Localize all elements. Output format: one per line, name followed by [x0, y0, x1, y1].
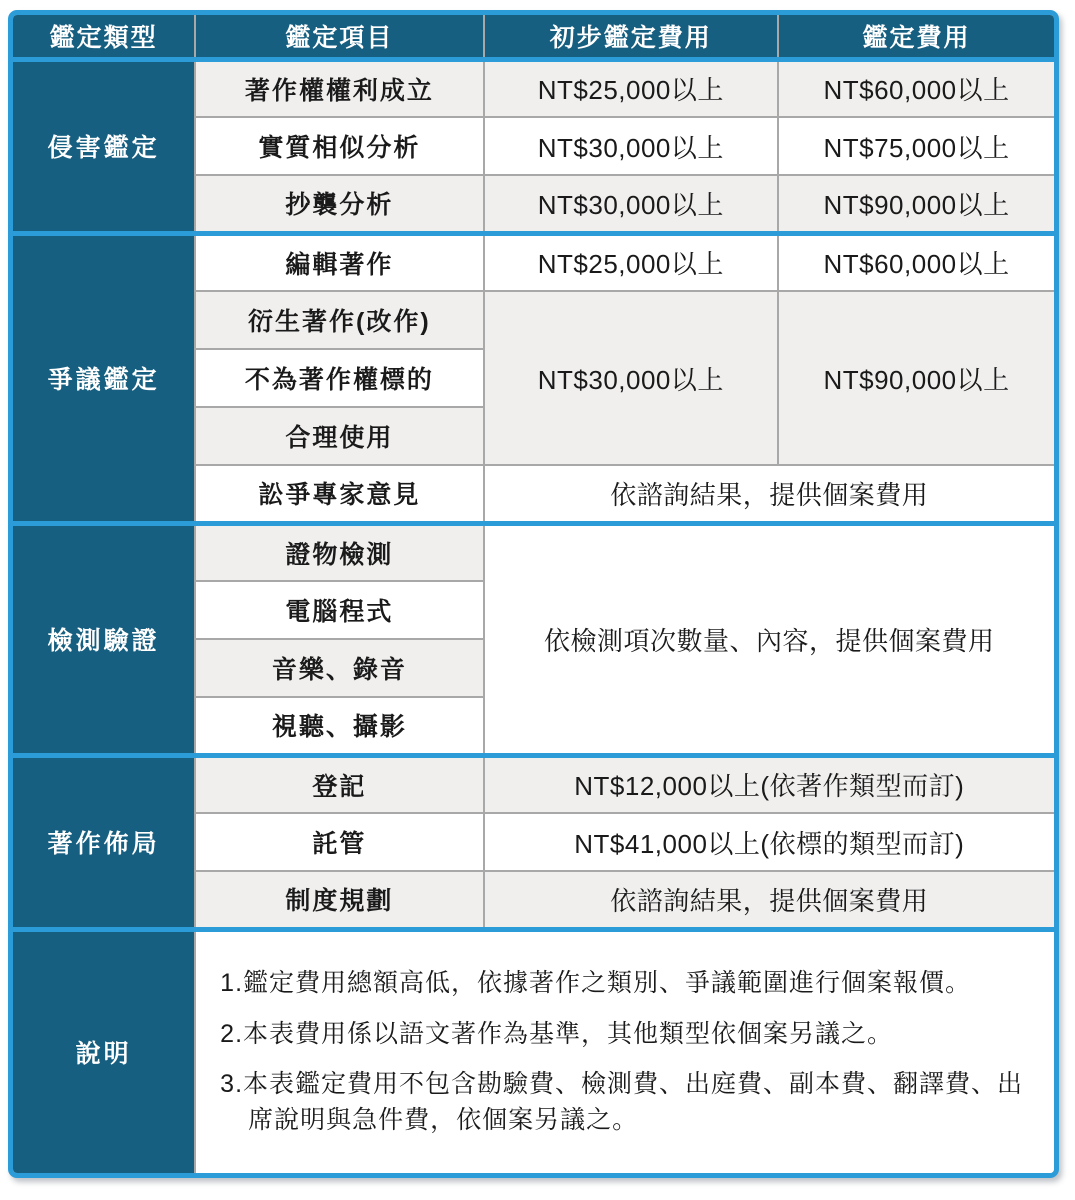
notes-row: [13, 929, 1054, 1173]
col-header-prelim-fee: 初步鑑定費用: [484, 15, 779, 59]
table-row: [13, 233, 1054, 291]
type-cell-infringement: 侵害鑑定: [13, 59, 195, 233]
item-cell: 電腦程式: [195, 581, 483, 639]
item-cell: 證物檢測: [195, 523, 483, 581]
note-line: 3.本表鑑定費用不包含勘驗費、檢測費、出庭費、副本費、翻譯費、出席說明與急件費，依個案另議之。: [220, 1070, 1024, 1134]
fee-cell: NT$60,000以上: [778, 59, 1054, 117]
type-cell-testing: 檢測驗證: [13, 523, 195, 755]
fee-cell: NT$90,000以上: [778, 175, 1054, 233]
note-line: 1.鑑定費用總額高低，依據著作之類別、爭議範圍進行個案報價。: [220, 969, 972, 998]
item-cell: 著作權權利成立: [195, 59, 483, 117]
type-cell-dispute: 爭議鑑定: [13, 233, 195, 523]
prelim-fee-cell: NT$30,000以上: [484, 117, 779, 175]
item-cell: 不為著作權標的: [195, 349, 483, 407]
item-cell: 合理使用: [195, 407, 483, 465]
prelim-fee-cell-merged: NT$30,000以上: [484, 291, 779, 465]
type-cell-notes: 說明: [13, 929, 195, 1173]
fee-cell: NT$75,000以上: [778, 117, 1054, 175]
item-cell: 視聽、攝影: [195, 697, 483, 755]
col-header-item: 鑑定項目: [195, 15, 483, 59]
type-cell-portfolio: 著作佈局: [13, 755, 195, 929]
item-cell: 抄襲分析: [195, 175, 483, 233]
item-cell: 音樂、錄音: [195, 639, 483, 697]
prelim-fee-cell: NT$30,000以上: [484, 175, 779, 233]
item-cell: 登記: [195, 755, 483, 813]
prelim-fee-cell: NT$25,000以上: [484, 233, 779, 291]
item-cell: 編輯著作: [195, 233, 483, 291]
item-cell: 實質相似分析: [195, 117, 483, 175]
item-cell: 訟爭專家意見: [195, 465, 483, 523]
fee-cell-combined: 依檢測項次數量、內容，提供個案費用: [484, 523, 1054, 755]
col-header-type: 鑑定類型: [13, 15, 195, 59]
prelim-fee-cell: NT$25,000以上: [484, 59, 779, 117]
item-cell: 制度規劃: [195, 871, 483, 929]
fee-table-frame: [8, 10, 1059, 1178]
notes-cell: [195, 929, 1054, 1173]
table-row: [13, 523, 1054, 581]
fee-cell-combined: NT$12,000以上(依著作類型而訂): [484, 755, 1054, 813]
fee-cell: NT$60,000以上: [778, 233, 1054, 291]
table-row: [13, 59, 1054, 117]
item-cell: 託管: [195, 813, 483, 871]
note-line: 2.本表費用係以語文著作為基準，其他類型依個案另議之。: [220, 1019, 894, 1048]
table-row: [13, 755, 1054, 813]
col-header-fee: 鑑定費用: [778, 15, 1054, 59]
fee-cell-combined: 依諮詢結果，提供個案費用: [484, 871, 1054, 929]
appraisal-fee-table: [13, 15, 1054, 1173]
header-row: [13, 15, 1054, 59]
item-cell: 衍生著作(改作): [195, 291, 483, 349]
fee-cell-combined: NT$41,000以上(依標的類型而訂): [484, 813, 1054, 871]
fee-cell-combined: 依諮詢結果，提供個案費用: [484, 465, 1054, 523]
fee-cell-merged: NT$90,000以上: [778, 291, 1054, 465]
